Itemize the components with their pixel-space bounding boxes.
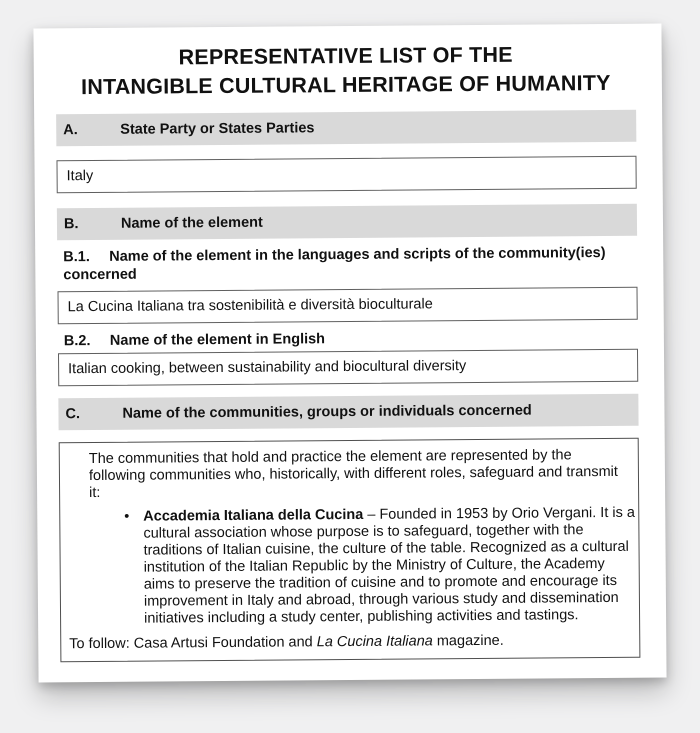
bullet-org-name: Accademia Italiana della Cucina <box>143 506 364 525</box>
state-party-value: Italy <box>66 168 94 185</box>
section-c-label: Name of the communities, groups or individuals concerned <box>122 402 532 422</box>
document-content <box>33 24 666 663</box>
section-b1-letter: B.1. <box>63 249 90 266</box>
state-party-field[interactable] <box>56 156 636 194</box>
section-b2-label: Name of the element in English <box>109 331 326 349</box>
section-a-label: State Party or States Parties <box>120 119 315 138</box>
document-title-line1: REPRESENTATIVE LIST OF THE <box>178 42 513 70</box>
section-a-letter: A. <box>63 121 78 138</box>
section-b1-label: Name of the element in the languages and scripts of the community(ies) concerned <box>63 244 606 284</box>
element-name-original-field[interactable] <box>58 287 638 325</box>
section-c-letter: C. <box>65 405 81 422</box>
bullet-text <box>143 505 636 628</box>
document-title <box>56 40 636 103</box>
communities-footer-pre: To follow: Casa Artusi Foundation and <box>69 634 317 653</box>
section-b2-heading <box>58 328 638 351</box>
section-b1-heading <box>57 244 637 285</box>
communities-footer-post: magazine. <box>432 632 504 650</box>
magazine-name: La Cucina Italiana <box>316 633 433 651</box>
element-name-original-value: La Cucina Italiana tra sostenibilità e diversità bioculturale <box>67 296 433 316</box>
section-c-header <box>58 394 638 431</box>
communities-footer <box>69 632 631 653</box>
section-b-header <box>57 204 637 241</box>
section-b2-letter: B.2. <box>63 333 91 350</box>
section-a-header <box>56 110 636 147</box>
document-page <box>33 24 666 683</box>
bullet-org-description: – Founded in 1953 by Orio Vergani. It is a cultural association whose purpose is to safeguard, together with the traditions of Italian cuisine, the culture of the table. Recognized as a cultural institution of the Italian Republic by the Ministry of Culture, the Academy aims to preserve the tradition of cuisine and to promote and encourage its improvement in Italy and abroad, through various study and dissemination initiatives including a study center, publishing activities and tastings. <box>143 504 635 627</box>
element-name-english-field[interactable] <box>58 349 638 387</box>
section-b-letter: B. <box>63 215 79 232</box>
document-title-line2: INTANGIBLE CULTURAL HERITAGE OF HUMANITY <box>81 70 611 100</box>
communities-field[interactable] <box>59 438 641 663</box>
communities-intro: The communities that hold and practice the element are represented by the following communities who, historically, with different roles, safeguard and transmit it: <box>88 447 618 502</box>
bullet-item <box>124 504 635 628</box>
element-name-english-value: Italian cooking, between sustainability and biocultural diversity <box>68 358 467 378</box>
bullet-icon: • <box>124 508 130 525</box>
section-b-label: Name of the element <box>120 214 263 232</box>
